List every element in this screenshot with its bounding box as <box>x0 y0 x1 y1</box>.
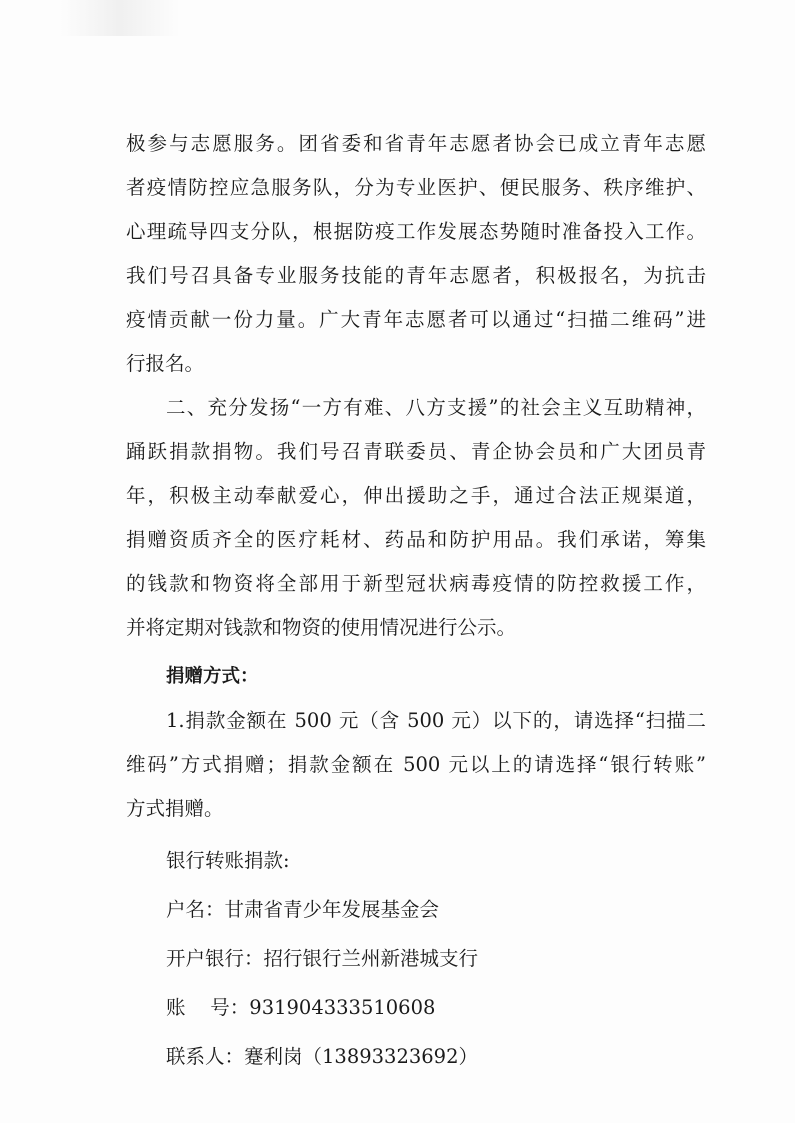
paragraph-volunteer-service <box>126 122 706 386</box>
account-number: 账 号：931904333510608 <box>166 996 436 1019</box>
text-line: 踊跃捐款捐物。我们号召青联委员、青企协会员和广大团员青 <box>126 440 706 463</box>
bank-transfer-section <box>126 839 706 1079</box>
text-line: 年，积极主动奉献爱心，伸出援助之手，通过合法正规渠道， <box>126 484 706 507</box>
text-line: 者疫情防控应急服务队，分为专业医护、便民服务、秩序维护、 <box>126 176 706 199</box>
donation-methods-heading: 捐赠方式： <box>166 666 259 687</box>
account-name: 户名：甘肃省青少年发展基金会 <box>166 898 440 921</box>
paragraph-donations <box>126 386 706 650</box>
text-line: 的钱款和物资将全部用于新型冠状病毒疫情的防控救援工作， <box>126 572 706 595</box>
text-line: 疫情贡献一份力量。广大青年志愿者可以通过“扫描二维码”进 <box>126 308 706 331</box>
text-line: 方式捐赠。 <box>126 797 224 820</box>
text-line: 我们号召具备专业服务技能的青年志愿者，积极报名，为抗击 <box>126 264 706 287</box>
text-line: 并将定期对钱款和物资的使用情况进行公示。 <box>126 616 517 639</box>
text-line: 二、充分发扬“一方有难、八方支援”的社会主义互助精神， <box>166 396 706 419</box>
bank-name: 开户银行：招行银行兰州新港城支行 <box>166 947 479 970</box>
text-line: 1.捐款金额在 500 元（含 500 元）以下的，请选择“扫描二 <box>166 709 706 732</box>
scan-smudge <box>60 0 180 36</box>
donation-methods-section <box>126 655 706 831</box>
contact-person: 联系人：蹇利岗（13893323692） <box>166 1045 478 1068</box>
text-line: 维码”方式捐赠；捐款金额在 500 元以上的请选择“银行转账” <box>126 753 706 776</box>
text-line: 捐赠资质齐全的医疗耗材、药品和防护用品。我们承诺，筹集 <box>126 528 706 551</box>
text-line: 行报名。 <box>126 352 205 375</box>
document-body <box>126 122 706 1079</box>
text-line: 极参与志愿服务。团省委和省青年志愿者协会已成立青年志愿 <box>126 132 706 155</box>
text-line: 心理疏导四支分队，根据防疫工作发展态势随时准备投入工作。 <box>126 220 706 243</box>
bank-transfer-title: 银行转账捐款: <box>166 849 290 872</box>
